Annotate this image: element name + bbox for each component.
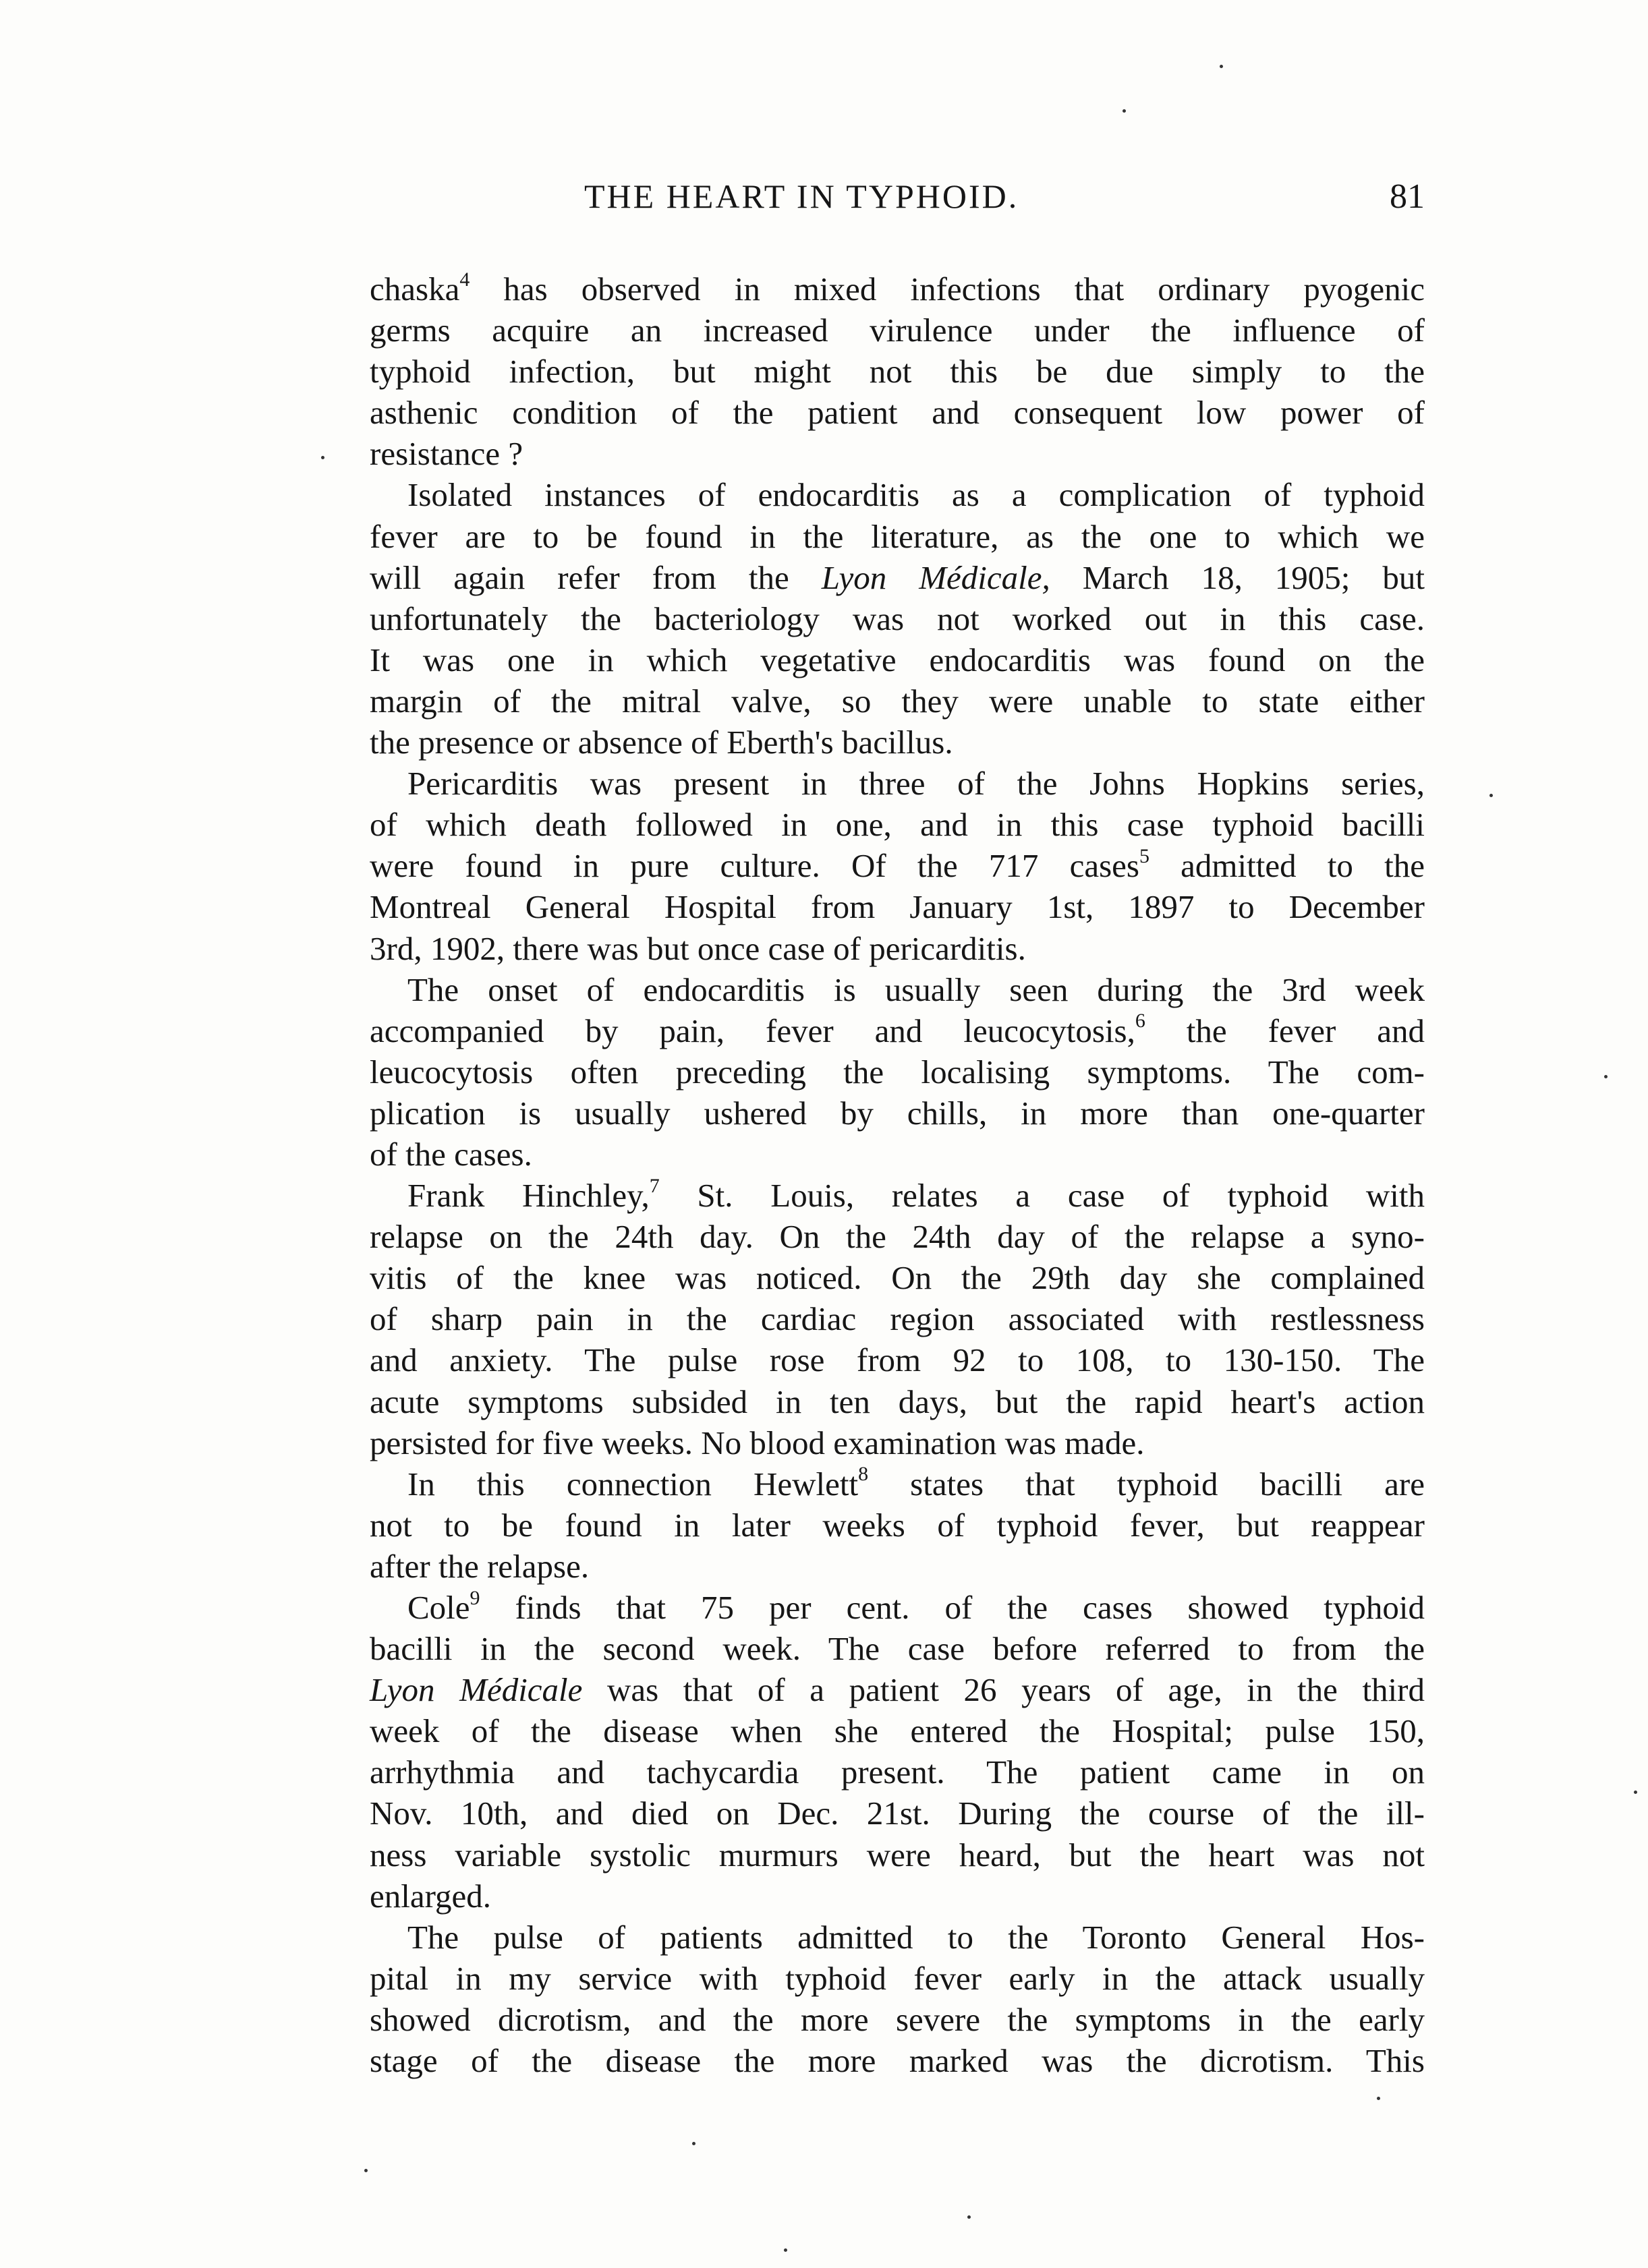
paragraph-1 — [370, 268, 1425, 474]
text-line: In this connection Hewlett$^8$ states that typhoid bacilli are — [407, 1463, 1425, 1503]
text-line: leucocytosis often preceding the localising symptoms. The com- — [370, 1053, 1425, 1091]
footnote-ref: 4 — [459, 268, 470, 291]
footnote-ref: 5 — [1139, 844, 1149, 867]
text-line: arrhythmia and tachycardia present. The patient came in on — [370, 1753, 1425, 1791]
scan-speck — [1489, 794, 1493, 797]
text-line: accompanied by pain, fever and leucocytosis,$^6$ the fever and — [370, 1010, 1425, 1049]
scan-speck — [967, 2215, 971, 2219]
paragraph-3 — [370, 763, 1425, 968]
text-line: will again refer from the Lyon Médicale, March 18, 1905; but — [370, 558, 1425, 596]
text-line: relapse on the 24th day. On the 24th day of the relapse a syno- — [370, 1218, 1425, 1256]
text-line: Nov. 10th, and died on Dec. 21st. During the course of the ill- — [370, 1795, 1425, 1832]
text-line: were found in pure culture. Of the 717 cases$^5$ admitted to the — [370, 844, 1425, 885]
text-line: stage of the disease the more marked was the dicrotism. This — [370, 2042, 1425, 2080]
footnote-ref: 9 — [470, 1586, 480, 1609]
text-line: Cole$^9$ finds that 75 per cent. of the cases showed typhoid — [407, 1586, 1425, 1626]
text-line: Montreal General Hospital from January 1st, 1897 to December — [370, 888, 1425, 926]
text-line: Pericarditis was present in three of the Johns Hopkins series, — [407, 765, 1425, 803]
text-line: acute symptoms subsided in ten days, but the rapid heart's action — [370, 1383, 1425, 1420]
text-line: of which death followed in one, and in this case typhoid bacilli — [370, 806, 1425, 844]
text-line: asthenic condition of the patient and consequent low power of — [370, 394, 1425, 432]
text-line: The pulse of patients admitted to the Toronto General Hos- — [407, 1918, 1425, 1956]
paragraph-7 — [370, 1587, 1425, 1917]
footnote-ref: 7 — [649, 1174, 660, 1197]
text-line: ness variable systolic murmurs were heard, but the heart was not — [370, 1836, 1425, 1873]
paragraph-4 — [370, 969, 1425, 1175]
text-line: 3rd, 1902, there was but once case of pericarditis. — [370, 929, 1026, 967]
scan-speck — [1220, 65, 1223, 68]
text-line: of sharp pain in the cardiac region associated with restlessness — [370, 1300, 1425, 1338]
text-line: the presence or absence of Eberth's bacillus. — [370, 724, 953, 761]
page-number: 81 — [1390, 177, 1425, 216]
text-line: Frank Hinchley,$^7$ St. Louis, relates a case of typhoid with — [407, 1174, 1425, 1215]
scan-speck — [1123, 109, 1126, 113]
journal-title: Lyon Médicale — [370, 1671, 583, 1709]
text-line: vitis of the knee was noticed. On the 29th day she complained — [370, 1259, 1425, 1297]
paragraph-6 — [370, 1463, 1425, 1587]
text-line: Isolated instances of endocarditis as a complication of typhoid — [407, 476, 1425, 514]
text-line: fever are to be found in the literature, as the one to which we — [370, 517, 1425, 555]
text-line: enlarged. — [370, 1877, 492, 1915]
text-line: bacilli in the second week. The case before referred to from the — [370, 1630, 1425, 1668]
scan-speck — [1604, 1075, 1608, 1078]
scan-speck — [321, 456, 324, 459]
text-line: The onset of endocarditis is usually seen during the 3rd week — [407, 970, 1425, 1008]
text-line: typhoid infection, but might not this be due simply to the — [370, 353, 1425, 390]
paragraph-2 — [370, 474, 1425, 763]
text-line: It was one in which vegetative endocarditis was found on the — [370, 641, 1425, 678]
scan-speck — [364, 2169, 368, 2172]
paragraph-8 — [370, 1917, 1425, 2081]
text-line: margin of the mitral valve, so they were unable to state either — [370, 682, 1425, 720]
footnote-ref: 6 — [1135, 1010, 1145, 1033]
footnote-ref: 8 — [858, 1463, 869, 1486]
text-line: after the relapse. — [370, 1547, 590, 1585]
journal-title: Lyon Médicale, — [821, 558, 1050, 596]
text-line: plication is usually ushered by chills, in more than one-quarter — [370, 1094, 1425, 1132]
scan-speck — [1377, 2097, 1380, 2100]
text-line: not to be found in later weeks of typhoid fever, but reappear — [370, 1506, 1425, 1544]
paragraph-5 — [370, 1175, 1425, 1463]
page-header — [370, 177, 1425, 237]
text-line: chaska$^4$ has observed in mixed infections that ordinary pyogenic — [370, 268, 1425, 308]
text-line: persisted for five weeks. No blood examination was made. — [370, 1424, 1145, 1461]
text-line: pital in my service with typhoid fever early in the attack usually — [370, 1959, 1425, 1997]
scan-speck — [1634, 1791, 1637, 1794]
text-line: week of the disease when she entered the Hospital; pulse 150, — [370, 1712, 1425, 1750]
body-text — [370, 268, 1425, 2081]
text-line: and anxiety. The pulse rose from 92 to 108, to 130-150. The — [370, 1341, 1425, 1379]
text-line: resistance ? — [370, 435, 523, 473]
running-head: THE HEART IN TYPHOID. — [584, 177, 1019, 215]
text-line: germs acquire an increased virulence under the influence of — [370, 312, 1425, 349]
text-line: Lyon Médicale was that of a patient 26 years of age, in the third — [370, 1671, 1425, 1709]
text-line: of the cases. — [370, 1135, 532, 1173]
scan-speck — [692, 2142, 695, 2145]
text-line: unfortunately the bacteriology was not worked out in this case. — [370, 600, 1425, 637]
text-line: showed dicrotism, and the more severe the symptoms in the early — [370, 2000, 1425, 2038]
scan-speck — [784, 2248, 787, 2252]
